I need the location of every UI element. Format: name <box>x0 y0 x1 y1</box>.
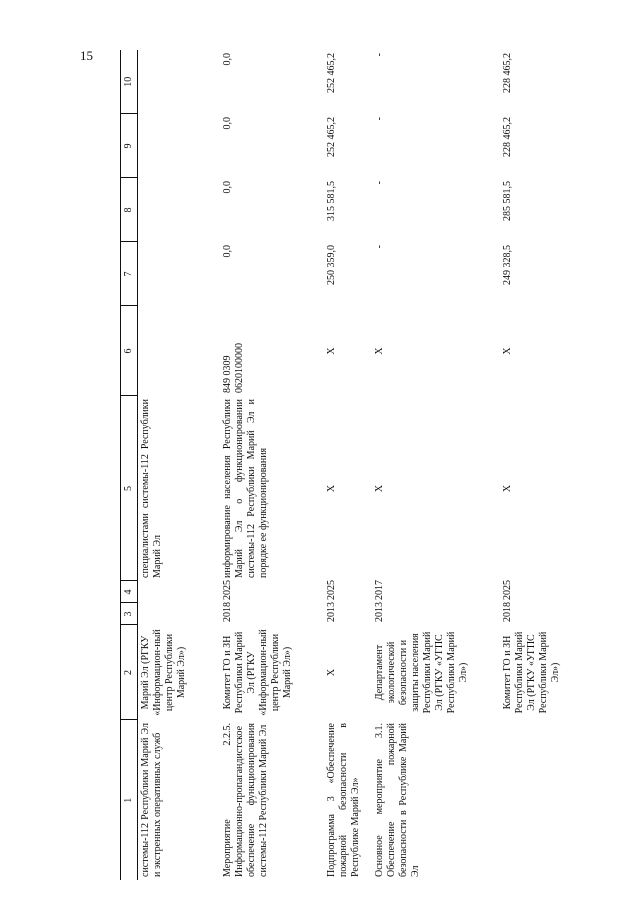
cell-executor: Марий Эл (РГКУ «Информацион-ный центр Республики Марий Эл») <box>140 629 187 716</box>
column-header: 2 <box>121 625 138 720</box>
cell-value <box>138 178 220 242</box>
cell-code: X <box>501 347 513 355</box>
cell-code <box>138 306 220 396</box>
column-header: 4 <box>121 581 138 603</box>
cell-result: X <box>325 484 337 493</box>
cell-measure: Основное мероприятие 3.1. Обеспечение пожарной безопасности в Республике Марий Эл <box>373 723 421 877</box>
cell-end-year: 2025 <box>221 580 233 600</box>
cell-result: X <box>501 484 513 493</box>
cell-start-year: 2018 <box>501 602 513 622</box>
cell-end-year <box>138 581 220 603</box>
cell-executor: Комитет ГО и ЗН Республики Марий Эл (РГКУ «Информацион-ный центр Республики Марий Эл») <box>221 629 293 716</box>
table-row <box>220 50 324 880</box>
cell-measure: Мероприятие 2.2.5. Информационно-пропагандистское обеспечение функционирования системы-112 Республики Марий Эл <box>221 723 269 877</box>
cell-executor: Комитет ГО и ЗН Республики Марий Эл (РГКУ «УГПС Республики Марий Эл») <box>501 631 561 714</box>
table-row <box>500 50 590 880</box>
cell-value <box>138 114 220 178</box>
table-row <box>138 50 220 880</box>
column-header: 1 <box>121 720 138 880</box>
header-row <box>121 50 138 880</box>
cell-measure <box>500 720 590 880</box>
column-header: 9 <box>121 114 138 178</box>
cell-start-year: 2013 <box>373 602 385 622</box>
cell-measure: системы-112 Республики Марий Эл и экстренных оперативных служб <box>140 723 163 877</box>
cell-value: 285 581,5 <box>501 181 513 221</box>
column-header: 7 <box>121 242 138 306</box>
cell-value <box>138 242 220 306</box>
cell-start-year <box>138 603 220 625</box>
cell-end-year: 2025 <box>325 580 337 600</box>
column-header: 5 <box>121 396 138 581</box>
column-header: 8 <box>121 178 138 242</box>
cell-value: 0,0 <box>221 53 233 66</box>
cell-value: 250 359,0 <box>325 245 337 285</box>
cell-value: 0,0 <box>221 117 233 130</box>
cell-value: 249 328,5 <box>501 245 513 285</box>
cell-executor: Департамент экологической безопасности и защиты населения Республики Марий Эл (РГКУ «УГПС Республики Марий Эл») <box>373 631 469 714</box>
cell-value: 252 465,2 <box>325 117 337 157</box>
cell-value <box>138 50 220 114</box>
cell-code: X <box>373 347 385 355</box>
column-header: 3 <box>121 603 138 625</box>
cell-executor: X <box>325 668 337 677</box>
rotated-table-area <box>120 50 639 880</box>
table-row <box>324 50 372 880</box>
cell-value: - <box>373 245 385 249</box>
cell-value: 228 465,2 <box>501 117 513 157</box>
cell-measure: Подпрограмма 3 «Обеспечение пожарной безопасности в Республике Марий Эл» <box>325 723 361 877</box>
data-table <box>120 50 590 880</box>
column-header: 6 <box>121 306 138 396</box>
cell-value: - <box>373 53 385 57</box>
page-number: 15 <box>80 48 93 63</box>
cell-result: X <box>373 484 385 493</box>
cell-value: 252 465,2 <box>325 53 337 93</box>
cell-result: специалистами системы-112 Республики Марий Эл <box>140 399 163 578</box>
cell-result: информирование населения Республики Марий Эл о функционировании системы-112 Республики Марий Эл и порядке ее функционирования <box>221 399 269 578</box>
cell-value: - <box>373 181 385 185</box>
cell-value: 228 465,2 <box>501 53 513 93</box>
cell-start-year: 2013 <box>325 602 337 622</box>
cell-value: 315 581,5 <box>325 181 337 221</box>
cell-start-year: 2018 <box>221 602 233 622</box>
cell-code: X <box>325 347 337 355</box>
cell-end-year: 2017 <box>373 580 385 600</box>
cell-code: 849 0309 0620100000 <box>221 343 245 393</box>
cell-value: 0,0 <box>221 181 233 194</box>
cell-value: 0,0 <box>221 245 233 258</box>
cell-end-year: 2025 <box>501 580 513 600</box>
cell-value: - <box>373 117 385 121</box>
table-row <box>372 50 500 880</box>
column-header: 10 <box>121 50 138 114</box>
